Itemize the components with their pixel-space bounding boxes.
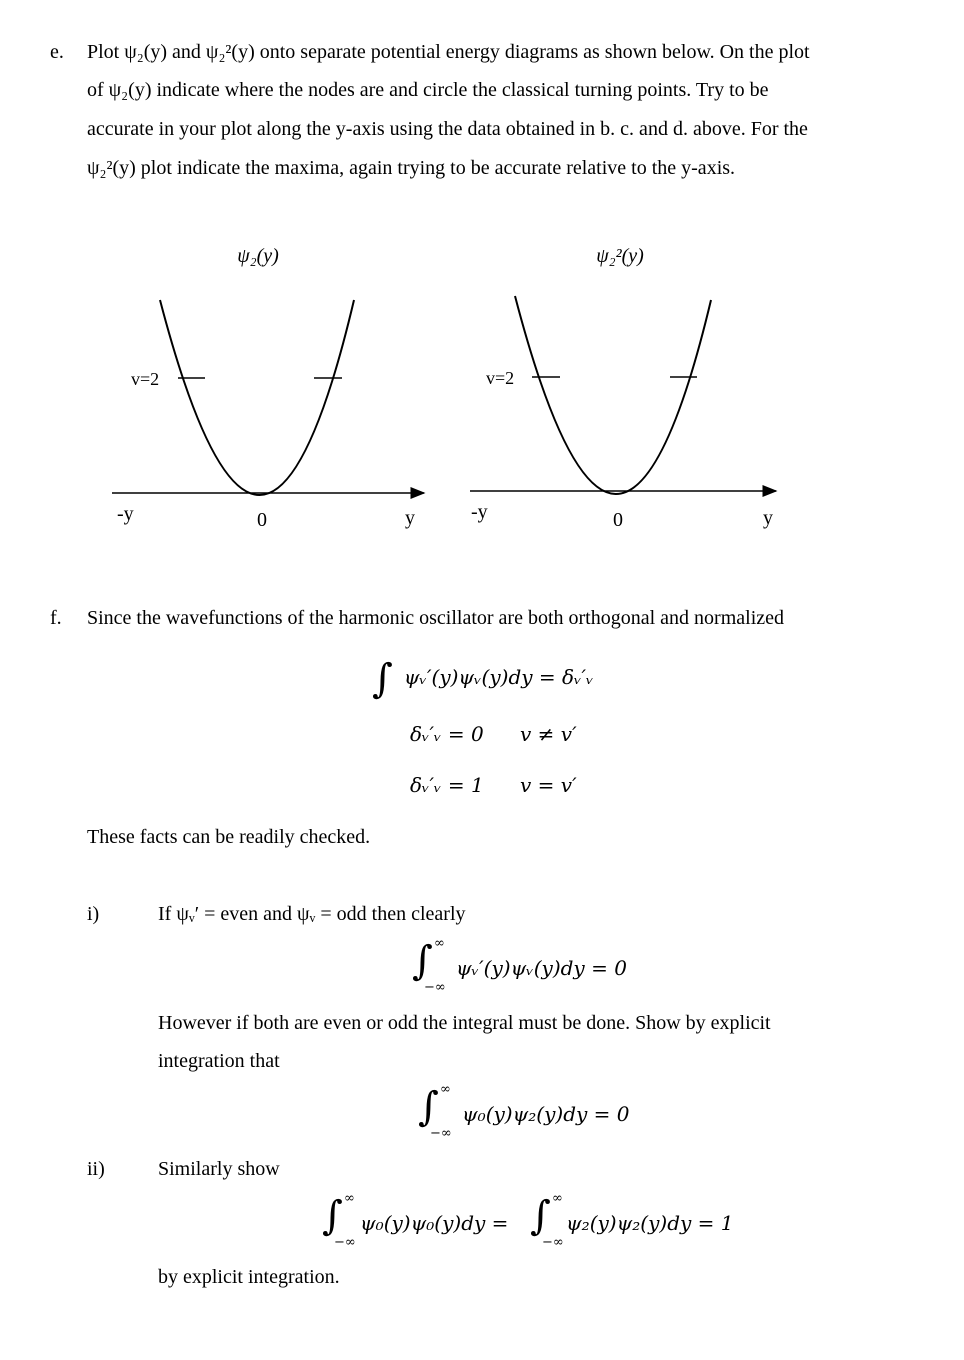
integral-sign: ∫: [418, 1084, 439, 1130]
delta-zero: δᵥ′ᵥ = 0: [410, 722, 484, 746]
normalization-equation: [322, 1191, 762, 1251]
diagram-psi2sq-right-label: y: [763, 507, 773, 529]
part-f-label: f.: [50, 607, 62, 629]
diagram-psi2sq-title: ψ₂²(y): [596, 245, 644, 267]
upper-limit-right: ∞: [552, 1191, 563, 1206]
part-i-text: If ψᵥ′ = even and ψᵥ = odd then clearly: [158, 903, 466, 925]
diagram-psi2-squared: [470, 245, 776, 531]
delta-one: δᵥ′ᵥ = 1: [410, 773, 484, 797]
integral-sign-right: ∫: [530, 1193, 551, 1239]
upper-limit: ∞: [434, 936, 445, 951]
lower-limit: −∞: [430, 1126, 452, 1141]
diagram-psi2sq-left-label: -y: [471, 501, 488, 523]
part-e-line-1: Plot ψ₂(y) and ψ₂²(y) onto separate potential energy diagrams as shown below. On the plot: [87, 41, 810, 63]
integral-sign: ∫: [372, 656, 393, 702]
diagram-psi2-parabola: [160, 300, 354, 495]
integral-sign: ∫: [412, 938, 433, 984]
diagram-psi2-level-label: v=2: [131, 369, 160, 389]
diagram-psi2-origin-label: 0: [257, 509, 267, 531]
parity-equation: [412, 936, 672, 996]
diagram-psi2sq-parabola: [515, 296, 711, 494]
part-e-line-3: accurate in your plot along the y-axis using the data obtained in b. c. and d. above. For the: [87, 118, 808, 140]
part-e-label: e.: [50, 41, 64, 63]
part-f-intro: Since the wavefunctions of the harmonic oscillator are both orthogonal and normalized: [87, 607, 785, 629]
however-line-1: However if both are even or odd the integral must be done. Show by explicit: [158, 1012, 771, 1034]
lower-limit-right: −∞: [542, 1235, 564, 1250]
part-e-line-2: of ψ₂(y) indicate where the nodes are and circle the classical turning points. Try to be: [87, 79, 769, 101]
diagram-psi2-left-label: -y: [117, 503, 134, 525]
upper-limit: ∞: [440, 1082, 451, 1097]
closing-text: by explicit integration.: [158, 1266, 340, 1288]
normalization-left: ψ₀(y)ψ₀(y)dy =: [360, 1211, 509, 1235]
integral-sign-left: ∫: [322, 1193, 343, 1239]
orthonormal-equation: [372, 648, 594, 702]
diagram-psi2-right-label: y: [405, 507, 415, 529]
part-ii-text: Similarly show: [158, 1158, 280, 1180]
diagram-psi2sq-origin-label: 0: [613, 509, 623, 531]
normalization-right: ψ₂(y)ψ₂(y)dy = 1: [566, 1211, 734, 1235]
parity-integrand: ψᵥ′(y)ψᵥ(y)dy = 0: [456, 956, 627, 980]
diagram-psi2: [112, 245, 424, 531]
potential-energy-diagrams: [0, 0, 964, 560]
psi0-psi2-integrand: ψ₀(y)ψ₂(y)dy = 0: [462, 1102, 630, 1126]
however-line-2: integration that: [158, 1050, 280, 1072]
diagram-psi2sq-level-label: v=2: [486, 368, 515, 388]
orthonormal-integrand: ψᵥ′(y)ψᵥ(y)dy = δᵥ′ᵥ: [403, 665, 594, 689]
diagram-psi2-title: ψ₂(y): [237, 245, 279, 267]
part-i-label: i): [87, 903, 100, 925]
upper-limit-left: ∞: [344, 1191, 355, 1206]
part-e-line-4: ψ₂²(y) plot indicate the maxima, again trying to be accurate relative to the y-axis.: [87, 157, 736, 179]
lower-limit-left: −∞: [334, 1235, 356, 1250]
part-ii-label: ii): [87, 1158, 105, 1180]
delta-one-condition: v = v′: [520, 773, 577, 797]
delta-zero-condition: v ≠ v′: [520, 722, 577, 746]
facts-text: These facts can be readily checked.: [87, 826, 371, 848]
lower-limit: −∞: [424, 980, 446, 995]
psi0-psi2-equation: [418, 1082, 658, 1142]
